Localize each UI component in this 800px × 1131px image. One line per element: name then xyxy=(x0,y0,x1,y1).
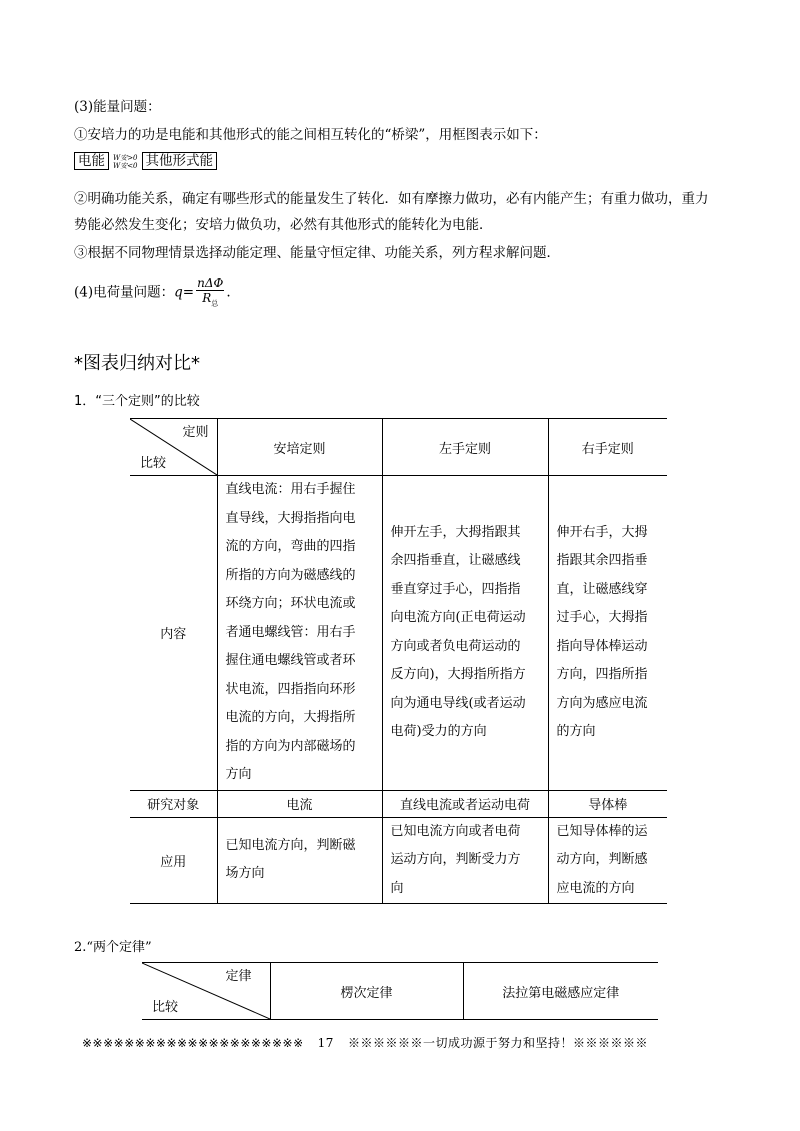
cell-line: 已知电流方向或者电荷 xyxy=(390,823,521,839)
charge-label: (4)电荷量问题： xyxy=(74,284,175,301)
cell-line: 方向，四指所指 xyxy=(556,667,648,683)
corner-bottom-label: 比较 xyxy=(140,456,167,471)
page-footer xyxy=(82,1034,648,1051)
table1-corner-cell xyxy=(130,419,217,476)
formula-end: . xyxy=(226,284,231,301)
energy-paragraph-3: ③根据不同物理情景选择动能定理、能量守恒定律、功能关系，列方程求解问题． xyxy=(74,245,560,261)
cell-line: 余四指垂直，让磁感线 xyxy=(390,553,521,569)
header-ampere-rule: 安培定则 xyxy=(217,419,382,476)
cell-line: 伸开右手，大拇 xyxy=(556,524,648,540)
application-right-hand xyxy=(548,817,667,904)
cell-line: 直线电流：用右手握住 xyxy=(225,482,356,497)
cell-line: 指跟其余四指垂 xyxy=(556,553,648,569)
cell-line: 握住通电螺线管或者环 xyxy=(225,653,356,668)
energy-diagram xyxy=(74,152,217,170)
cell-line: 已知电流方向，判断磁 xyxy=(225,837,356,853)
footer-right-motto: ※※※※※※一切成功源于努力和坚持！※※※※※※ xyxy=(347,1036,648,1050)
cell-line: 直导线，大拇指指向电 xyxy=(225,510,356,526)
cell-line: 流的方向，弯曲的四指 xyxy=(225,539,356,554)
cell-line: 动方向，判断感 xyxy=(556,852,648,867)
section-title: *图表归纳对比* xyxy=(74,353,200,374)
cell-line: 垂直穿过手心，四指指 xyxy=(390,581,521,597)
table2-header-row xyxy=(142,963,658,1020)
corner-top-label: 定律 xyxy=(225,969,252,984)
cell-line: 的方向 xyxy=(556,724,596,740)
cell-line: 场方向 xyxy=(225,866,265,882)
table-row-content xyxy=(130,476,667,791)
content-right-hand xyxy=(548,476,667,791)
energy-heading: (3)能量问题： xyxy=(74,99,161,115)
row-label-content: 内容 xyxy=(130,476,217,791)
cell-line: 已知导体棒的运 xyxy=(556,823,648,839)
charge-fraction xyxy=(196,276,224,310)
object-right-hand: 导体棒 xyxy=(548,790,667,817)
denominator-subscript: 总 xyxy=(211,299,219,308)
cell-line: 所指的方向为磁感线的 xyxy=(225,567,356,583)
cell-line: 方向 xyxy=(225,767,252,782)
cell-line: 运动方向，判断受力方 xyxy=(390,852,521,867)
denominator-symbol: R xyxy=(202,291,212,305)
fraction-numerator: nΔΦ xyxy=(197,276,224,290)
cell-line: 向 xyxy=(390,880,404,896)
work-condition xyxy=(113,154,138,170)
table1-caption: 1．“三个定则”的比较 xyxy=(74,394,200,409)
other-energy-box: 其他形式能 xyxy=(142,152,218,170)
cell-line: 方向为感应电流 xyxy=(556,695,648,711)
cell-line: 者通电螺线管：用右手 xyxy=(225,624,356,640)
cell-line: 电流的方向，大拇指所 xyxy=(225,710,356,725)
header-right-hand-rule: 右手定则 xyxy=(548,419,667,476)
cell-line: 电荷)受力的方向 xyxy=(390,724,487,740)
cell-line: 向电流方向(正电荷运动 xyxy=(390,610,526,626)
content-ampere xyxy=(217,476,382,791)
table-row-object xyxy=(130,790,667,817)
cell-line: 应电流的方向 xyxy=(556,880,635,896)
cell-line: 反方向)，大拇指所指方 xyxy=(390,667,526,683)
application-ampere xyxy=(217,817,382,904)
table2-corner-cell xyxy=(142,963,270,1020)
cell-line: 指的方向为内部磁场的 xyxy=(225,738,356,754)
cell-line: 直，让磁感线穿 xyxy=(556,581,648,597)
energy-paragraph-1: ①安培力的功是电能和其他形式的能之间相互转化的“桥梁”，用框图表示如下： xyxy=(74,127,547,143)
cell-line: 方向或者负电荷运动的 xyxy=(390,638,521,654)
charge-formula-line xyxy=(74,276,231,310)
content-left-hand xyxy=(382,476,548,791)
header-lenz-law: 楞次定律 xyxy=(270,963,463,1020)
charge-lhs: q= xyxy=(174,284,195,301)
cell-line: 指向导体棒运动 xyxy=(556,638,648,654)
application-left-hand xyxy=(382,817,548,904)
header-left-hand-rule: 左手定则 xyxy=(382,419,548,476)
corner-bottom-label: 比较 xyxy=(152,1000,179,1015)
cell-line: 过手心，大拇指 xyxy=(556,610,648,626)
table-row-application xyxy=(130,817,667,904)
energy-paragraph-2a: ②明确功能关系，确定有哪些形式的能量发生了转化．如有摩擦力做功，必有内能产生；有重力做功，重力 xyxy=(74,191,709,207)
two-laws-table xyxy=(142,962,658,1020)
page-number: 17 xyxy=(317,1036,334,1050)
cell-line: 向为通电导线(或者运动 xyxy=(390,695,526,711)
cell-line: 伸开左手，大拇指跟其 xyxy=(390,524,521,540)
object-ampere: 电流 xyxy=(217,790,382,817)
electric-energy-box: 电能 xyxy=(74,152,109,170)
energy-paragraph-2b: 势能必然发生变化；安培力做负功，必然有其他形式的能转化为电能． xyxy=(74,217,493,233)
header-faraday-law: 法拉第电磁感应定律 xyxy=(463,963,658,1020)
corner-top-label: 定则 xyxy=(182,425,209,440)
row-label-application: 应用 xyxy=(130,817,217,904)
object-left-hand: 直线电流或者运动电荷 xyxy=(382,790,548,817)
condition-negative: W安<0 xyxy=(113,161,138,170)
condition-positive: W安>0 xyxy=(113,153,138,162)
table2-caption: 2.“两个定律” xyxy=(74,940,152,955)
row-label-object: 研究对象 xyxy=(130,790,217,817)
footer-left-decoration: ※※※※※※※※※※※※※※※※※※※※※ xyxy=(82,1036,304,1050)
cell-line: 环绕方向；环状电流或 xyxy=(225,596,356,611)
fraction-denominator xyxy=(196,291,224,310)
cell-line: 状电流，四指指向环形 xyxy=(225,681,356,697)
three-rules-table xyxy=(130,418,667,904)
table1-header-row xyxy=(130,419,667,476)
